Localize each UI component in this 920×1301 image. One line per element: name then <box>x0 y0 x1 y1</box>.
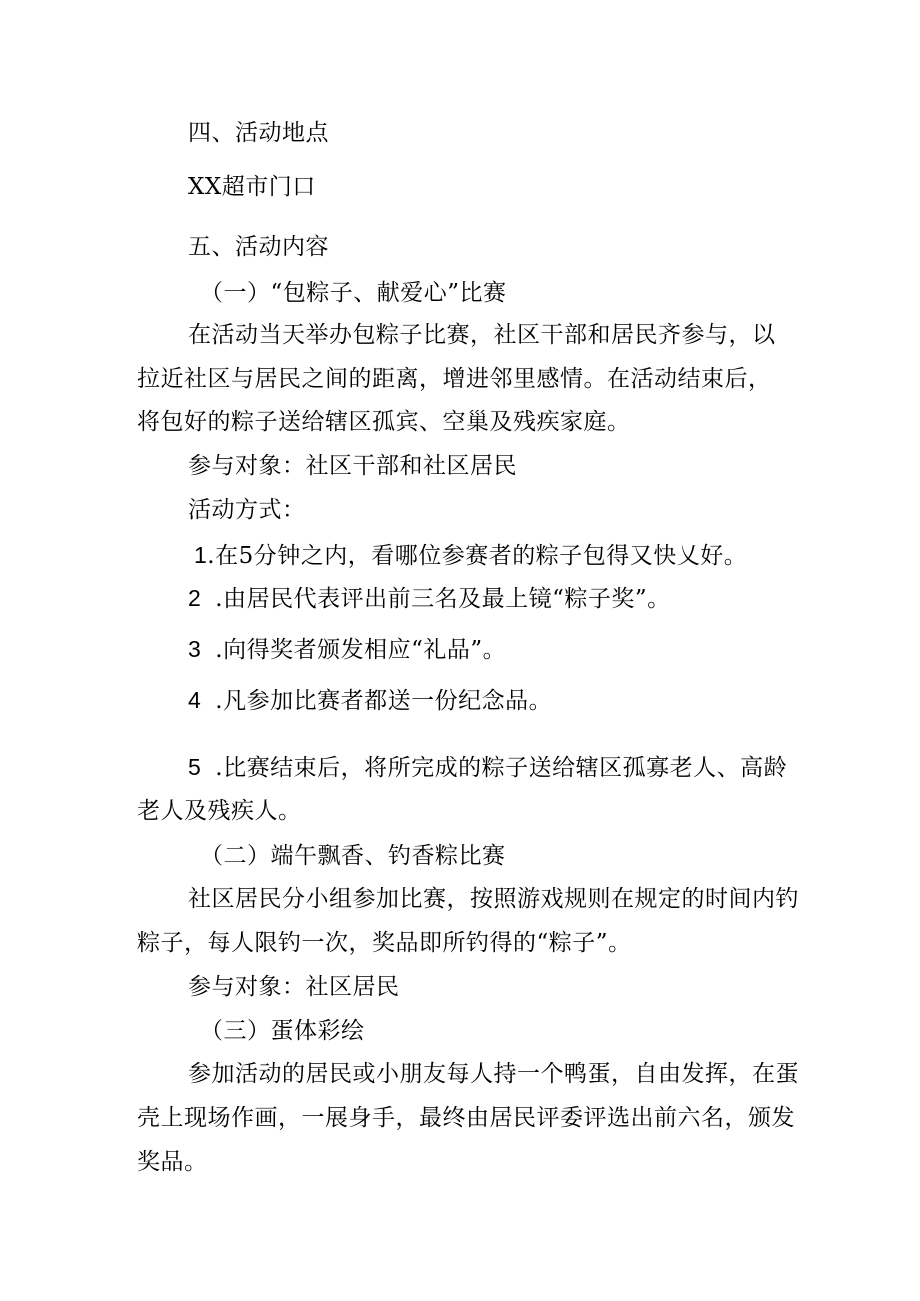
part2-participants: 参与对象：社区居民 <box>188 974 400 1000</box>
part1-participants: 参与对象：社区干部和社区居民 <box>188 453 517 479</box>
step-item <box>194 540 747 571</box>
step-text: .比赛结束后，将所完成的粽子送给辖区孤寡老人、高龄 <box>215 755 788 781</box>
step-item <box>188 685 552 716</box>
part3-title: （三）蛋体彩绘 <box>200 1018 365 1044</box>
step-number: 4 <box>188 687 202 713</box>
part3-desc-line: 参加活动的居民或小朋友每人持一个鸭蛋，自由发挥，在蛋 <box>188 1061 799 1087</box>
step-number: 2 <box>188 585 202 611</box>
step-number: 1 <box>194 542 208 568</box>
step-item <box>188 634 506 665</box>
part1-title: （一）“包粽子、献爱心”比赛 <box>200 280 507 306</box>
step-continuation: 老人及残疾人。 <box>137 798 302 824</box>
step-item <box>188 583 671 614</box>
step-text: .向得奖者颁发相应“礼品”。 <box>215 637 507 663</box>
part3-desc-line: 壳上现场作画，一展身手，最终由居民评委评选出前六名，颁发 <box>137 1105 795 1131</box>
section-heading-content: 五、活动内容 <box>188 234 329 260</box>
location-text: XX超市门口 <box>188 174 316 200</box>
step-text: .由居民代表评出前三名及最上镜“粽子奖”。 <box>215 586 671 612</box>
step-number: 5 <box>188 754 202 780</box>
step-text: .凡参加比赛者都送一份纪念品。 <box>215 688 553 714</box>
section-heading-location: 四、活动地点 <box>188 120 329 146</box>
part1-desc-line: 在活动当天举办包粽子比赛，社区干部和居民齐参与，以 <box>188 322 776 348</box>
step-number: 3 <box>188 636 202 662</box>
part2-desc-line: 粽子，每人限钓一次，奖品即所钓得的“粽子”。 <box>137 930 632 956</box>
part3-desc-line: 奖品。 <box>137 1149 208 1175</box>
step-text: .在5分钟之内，看哪位参赛者的粽子包得又快乂好。 <box>207 543 748 569</box>
part2-title: （二）端午飘香、钓香粽比赛 <box>200 843 506 869</box>
part1-method-label: 活动方式： <box>188 497 306 523</box>
step-item <box>188 752 787 783</box>
part1-desc-line: 将包好的粽子送给辖区孤宾、空巢及残疾家庭。 <box>137 409 631 435</box>
part1-desc-line: 拉近社区与居民之间的距离，增进邻里感情。在活动结束后， <box>137 366 772 392</box>
part2-desc-line: 社区居民分小组参加比赛，按照游戏规则在规定的时间内钓 <box>188 886 799 912</box>
